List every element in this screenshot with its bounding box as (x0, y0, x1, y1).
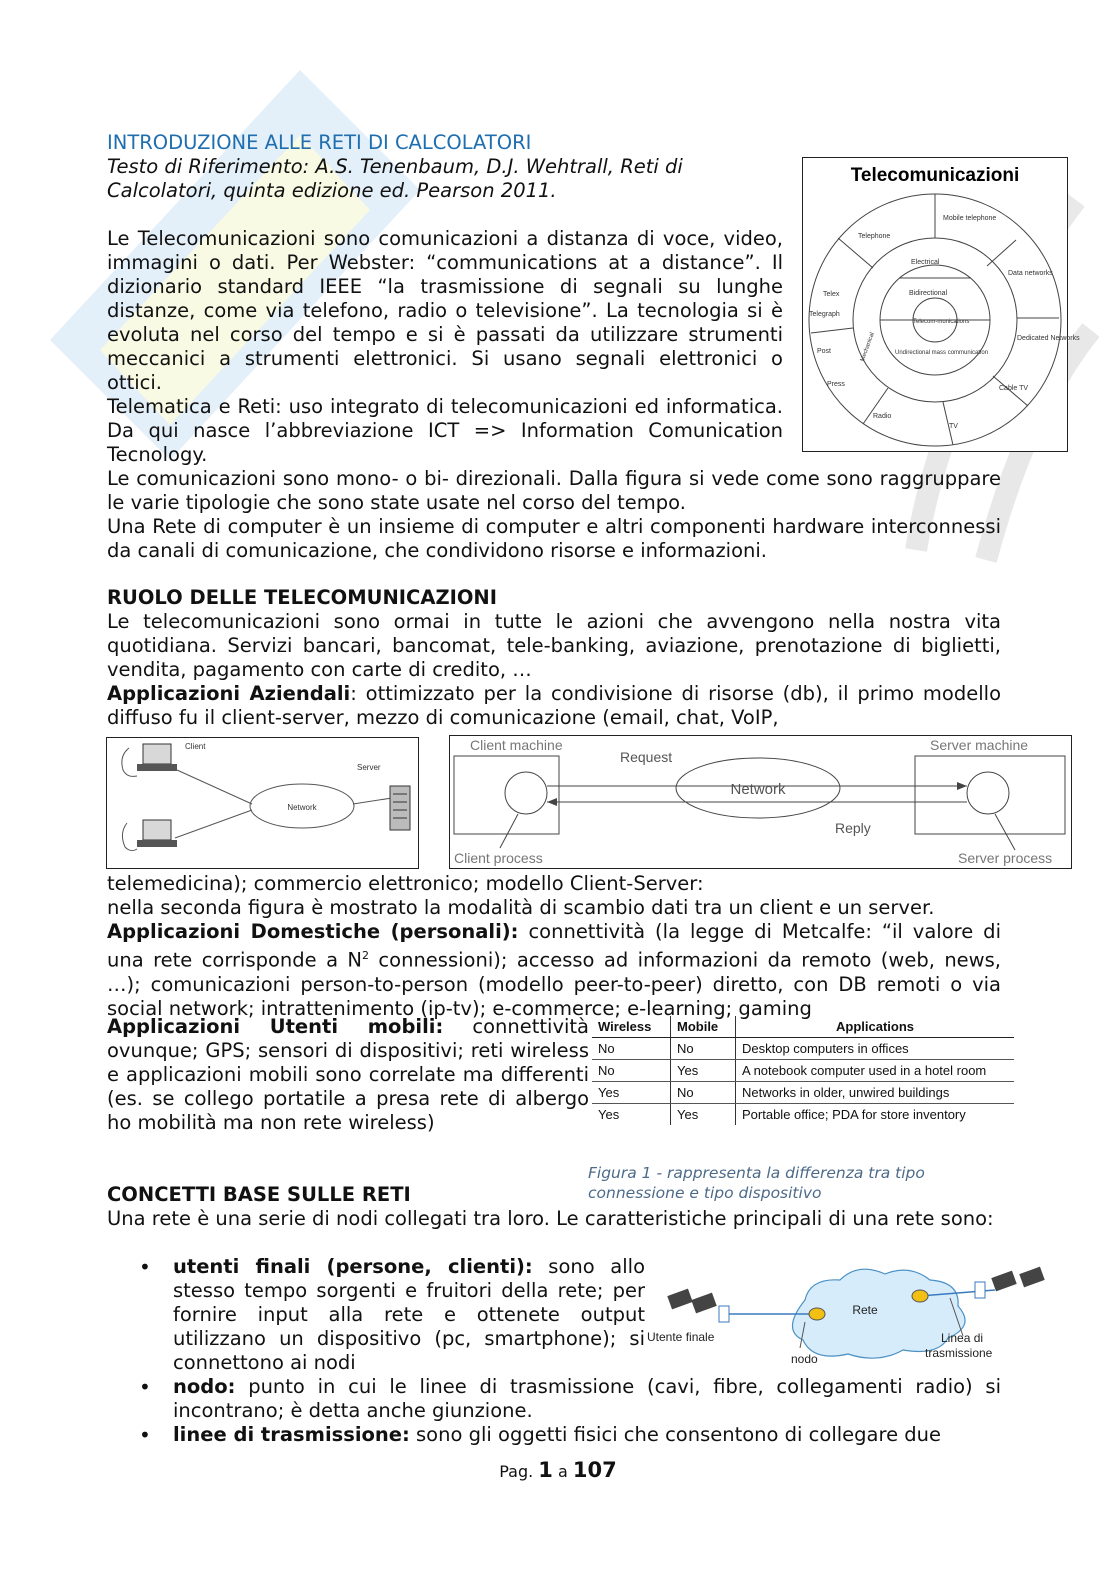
s1-p4-superscript: 2 (362, 949, 370, 962)
rete-linea-label-2: trasmissione (925, 1346, 993, 1360)
page-footer (0, 1458, 1116, 1482)
telecom-label-electrical: Electrical (911, 259, 940, 266)
intro-paragraph-3: Le comunicazioni sono mono- o bi- direzionali. Dalla figura si vede come sono raggruppare le varie tipologie che sono state usate nel corso del tempo. (107, 467, 1001, 514)
table-cell: Yes (592, 1082, 671, 1104)
list-item (107, 1255, 645, 1375)
telecom-label-mobile: Mobile telephone (943, 215, 997, 222)
cs-server-process-label: Server process (958, 850, 1053, 866)
cs-reply-label: Reply (835, 820, 871, 836)
telecom-label-telephone: Telephone (858, 233, 891, 240)
table-row (592, 1082, 1014, 1104)
telecom-label-mechanical: Mechanical (859, 331, 876, 363)
footer-page-number: 1 (538, 1458, 553, 1482)
network-figure-client-label: Client (185, 742, 206, 751)
reference-line-2: Calcolatori, quinta edizione ed. Pearson 2011. (107, 179, 557, 202)
telecom-label-dedicated: Dedicated Networks (1017, 335, 1080, 342)
s1-paragraph-5 (107, 1015, 589, 1135)
telecom-label-radio: Radio (873, 413, 892, 420)
reference-line-1: Testo di Riferimento: A.S. Tenenbaum, D.J. Wehtrall, Reti di (107, 155, 683, 178)
telecom-figure (802, 157, 1080, 452)
table-cell: No (592, 1038, 671, 1060)
rete-linea-label-1: Linea di (941, 1331, 984, 1345)
table-header-cell: Wireless (592, 1016, 671, 1038)
rete-nodo-label: nodo (791, 1352, 818, 1366)
network-figure-server-label: Server (357, 763, 381, 772)
s1-p4-heading: Applicazioni Domestiche (personali): (107, 920, 519, 943)
intro-paragraph-1: Le Telecomunicazioni sono comunicazioni a distanza di voce, video, immagini o dati. Per Webster: “communications at a distance”. Il dizionario standard IEEE “la trasmissione di segnali su lunghe distanze, come via telefono, radio o televisione”. La tecnologia si è evoluta nel corso del tempo e si è passati da utilizzare strumenti meccanici a strumenti elettronici. Si usano segnali elettronici o ottici. (107, 227, 783, 394)
rete-utente-label: Utente finale (647, 1330, 715, 1344)
table-header-row (592, 1016, 1014, 1038)
table-header-cell: Mobile (671, 1016, 736, 1038)
rete-label: Rete (852, 1303, 878, 1317)
bullet-text: sono allo stesso tempo sorgenti e fruitori della rete; per fornire input alla rete e ottenete output utilizzano un dispositivo (pc, smartphone); si connettono ai nodi (173, 1255, 645, 1374)
rete-figure (645, 1252, 1065, 1372)
table-row (592, 1104, 1014, 1126)
telecom-label-telex: Telex (823, 291, 840, 298)
s1-p2-heading: Applicazioni Aziendali (107, 682, 351, 705)
intro-paragraph-2: Telematica e Reti: uso integrato di telecomunicazioni ed informatica. Da qui nasce l’abbreviazione ICT => Information Comunication Tecnology. (107, 395, 783, 466)
telecom-label-bidirectional: Bidirectional (909, 290, 948, 297)
telecom-figure-title: Telecomunicazioni (850, 165, 1020, 186)
intro-paragraph-4: Una Rete di computer è un insieme di computer e altri componenti hardware interconnessi da canali di comunicazione, che condividono risorse e informazioni. (107, 515, 1001, 562)
telecom-label-tv: TV (949, 423, 958, 430)
bullet-text: sono gli oggetti fisici che consentono di collegare due (409, 1423, 941, 1446)
network-figure-network-label: Network (287, 803, 317, 812)
footer-mid: a (558, 1462, 568, 1481)
bullet-text: punto in cui le linee di trasmissione (cavi, fibre, collegamenti radio) si incontrano; è detta anche giunzione. (173, 1375, 1001, 1422)
section-title-concetti: CONCETTI BASE SULLE RETI (107, 1183, 411, 1206)
bullet-heading: nodo: (173, 1375, 236, 1398)
s2-paragraph-1: Una rete è una serie di nodi collegati tra loro. Le caratteristiche principali di una rete sono: (107, 1207, 994, 1230)
list-item (107, 1375, 1001, 1423)
telecom-label-telegraph: Telegraph (809, 311, 840, 318)
telecom-label-post: Post (817, 348, 832, 355)
cs-client-process-label: Client process (454, 850, 543, 866)
table-row (592, 1060, 1014, 1082)
table-cell: Yes (671, 1060, 736, 1082)
table-cell: A notebook computer used in a hotel room (736, 1060, 1015, 1082)
bullet-heading: utenti finali (persone, clienti): (173, 1255, 533, 1278)
table-row (592, 1038, 1014, 1060)
network-figure (106, 737, 419, 869)
telecom-label-data: Data networks (1008, 270, 1053, 277)
footer-total-pages: 107 (572, 1458, 617, 1482)
bullet-heading: linee di trasmissione: (173, 1423, 410, 1446)
cs-network-label: Network (730, 781, 786, 798)
cs-server-machine-label: Server machine (930, 737, 1029, 753)
s1-paragraph-4 (107, 920, 1001, 1021)
table-cell: No (671, 1082, 736, 1104)
s1-p5-heading: Applicazioni Utenti mobili: (107, 1015, 444, 1038)
cs-client-machine-label: Client machine (470, 737, 563, 753)
client-server-figure (449, 735, 1072, 869)
document-title: INTRODUZIONE ALLE RETI DI CALCOLATORI (107, 131, 532, 154)
table-header-cell: Applications (736, 1016, 1015, 1038)
figure-caption: Figura 1 - rappresenta la differenza tra tipo connessione e tipo dispositivo (588, 1164, 925, 1202)
telecom-label-cable: Cable TV (999, 385, 1029, 392)
cs-request-label: Request (620, 749, 673, 765)
s1-paragraph-2 (107, 682, 1001, 730)
table-cell: No (671, 1038, 736, 1060)
s1-paragraph-3-line-1: telemedicina); commercio elettronico; modello Client-Server: (107, 872, 704, 895)
list-item (107, 1423, 1001, 1447)
s1-p2-text: : ottimizzato per la condivisione di risorse (db), il primo modello diffuso fu il client-server, mezzo di comunicazione (email, chat, VoIP, (107, 682, 1001, 729)
s1-p5-text: connettività ovunque; GPS; sensori di dispositivi; reti wireless e applicazioni mobili sono correlate ma differenti (es. se collego portatile a presa rete di albergo ho mobilità ma non rete wireless) (107, 1015, 589, 1134)
s1-paragraph-1: Le telecomunicazioni sono ormai in tutte le azioni che avvengono nella nostra vita quotidiana. Servizi bancari, bancomat, tele-banking, aviazione, prenotazione di biglietti, vendita, pagamento con carte di credito, … (107, 610, 1001, 681)
telecom-label-press: Press (827, 381, 845, 388)
telecom-label-unidirectional: Undirectional mass communication (895, 350, 989, 356)
table-cell: Networks in older, unwired buildings (736, 1082, 1015, 1104)
table-cell: Portable office; PDA for store inventory (736, 1104, 1015, 1126)
s1-p4-text-b: connessioni); accesso ad informazioni da remoto (web, news, …); comunicazioni person-to-person (modello peer-to-peer) diretto, con DB remoti o via social network; intrattenimento (ip-tv); e-commerce; e-learning; gaming (107, 948, 1001, 1020)
table-cell: Desktop computers in offices (736, 1038, 1015, 1060)
section-title-ruolo: RUOLO DELLE TELECOMUNICAZIONI (107, 586, 498, 609)
telecom-label-telecom: Telecom-munications (913, 319, 970, 325)
table-cell: No (592, 1060, 671, 1082)
s1-paragraph-3-line-2: nella seconda figura è mostrato la modalità di scambio dati tra un client e un server. (107, 896, 935, 919)
table-cell: Yes (671, 1104, 736, 1126)
s1-p4-text-a: connettività (la legge di Metcalfe: “il valore di una rete corrisponde a N (107, 920, 1001, 972)
wireless-mobile-table (592, 1016, 1014, 1125)
footer-prefix: Pag. (499, 1462, 534, 1481)
table-cell: Yes (598, 1107, 620, 1122)
